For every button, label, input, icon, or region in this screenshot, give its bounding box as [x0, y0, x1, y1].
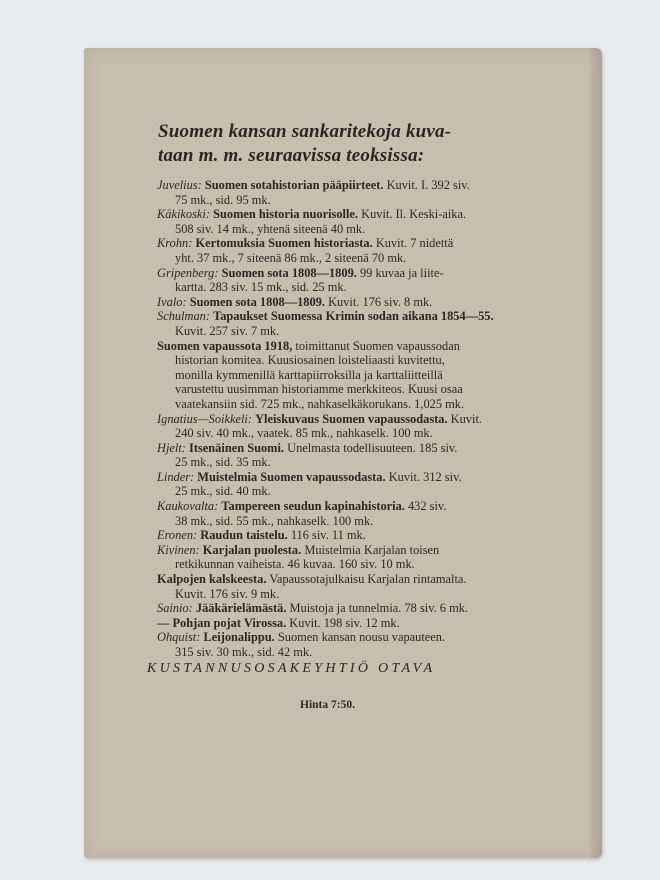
catalog-entry: [157, 309, 535, 338]
entry-continuation-line: vaatekansiin sid. 725 mk., nahkaselkäkorukans. 1,025 mk.: [175, 396, 465, 411]
book-catalog-list: [157, 178, 535, 660]
entry-continuation-line: 508 siv. 14 mk., yhtenä siteenä 40 mk.: [175, 221, 366, 236]
entry-title: Jääkärielämästä.: [195, 601, 287, 616]
heading-line-2: taan m. m. seuraavissa teoksissa:: [158, 145, 425, 166]
entry-first-line: [157, 630, 535, 645]
entry-continuation-line: 315 siv. 30 mk., sid. 42 mk.: [175, 645, 313, 659]
entry-author: Käkikoski:: [157, 207, 210, 222]
entry-author: Kivinen:: [157, 542, 200, 557]
entry-continuation-line: retkikunnan vaiheista. 46 kuvaa. 160 siv. 10 mk.: [175, 557, 415, 572]
catalog-entry: [157, 412, 535, 441]
catalog-entry: [157, 616, 535, 631]
entry-details: 116 siv. 11 mk.: [287, 528, 366, 543]
entry-continuation-line: 38 mk., sid. 55 mk., nahkaselk. 100 mk.: [175, 513, 374, 528]
entry-author: Krohn:: [157, 236, 193, 251]
entry-title: Karjalan puolesta.: [202, 542, 302, 557]
entry-first-line: [157, 295, 535, 310]
entry-continuation-line: 240 siv. 40 mk., vaatek. 85 mk., nahkaselk. 100 mk.: [175, 426, 433, 441]
entry-first-line: [157, 601, 535, 616]
entry-author: Ohquist:: [157, 630, 201, 645]
entry-first-line: [157, 412, 535, 427]
entry-title: Suomen sotahistorian pääpiirteet.: [204, 178, 384, 192]
entry-title: Suomen historia nuorisolle.: [213, 207, 359, 222]
entry-title: — Pohjan pojat Virossa.: [157, 615, 287, 630]
entry-details: Unelmasta todellisuuteen. 185 siv.: [284, 440, 458, 455]
catalog-entry: [157, 295, 535, 310]
catalog-entry: [157, 528, 535, 543]
entry-author: Ignatius—Soikkeli:: [157, 411, 252, 426]
entry-details: Vapaussotajulkaisu Karjalan rintamalta.: [266, 572, 467, 587]
catalog-entry: [157, 339, 535, 412]
entry-title: Suomen sota 1808—1809.: [189, 294, 325, 309]
entry-title: Leijonalippu.: [203, 630, 275, 645]
heading-line-1: Suomen kansan sankaritekoja kuva-: [158, 121, 452, 142]
entry-title: Tapaukset Suomessa Krimin sodan aikana 1854—55.: [213, 309, 494, 324]
entry-first-line: [157, 178, 535, 193]
entry-first-line: [157, 266, 535, 281]
entry-title: Suomen sota 1808—1809.: [221, 265, 357, 280]
entry-author: Sainio:: [157, 601, 193, 616]
catalog-entry: [157, 441, 535, 470]
entry-details: Kuvit. I. 392 siv.: [383, 178, 470, 192]
entry-details: 432 siv.: [404, 499, 447, 514]
catalog-entry: [157, 630, 535, 659]
entry-continuation-line: historian komitea. Kuusiosainen loisteliaasti kuvitettu,: [175, 353, 445, 368]
entry-first-line: [157, 309, 535, 324]
entry-author: Linder:: [157, 469, 195, 484]
entry-continuation-line: monilla kymmenillä karttapiirroksilla ja karttaliitteillä: [175, 367, 443, 382]
entry-continuation-line: yht. 37 mk., 7 siteenä 86 mk., 2 siteenä 70 mk.: [175, 250, 407, 265]
catalog-entry: [157, 572, 535, 601]
price-label: Hinta 7:50.: [300, 699, 355, 711]
entry-details: Kuvit. 176 siv. 8 mk.: [324, 294, 433, 309]
entry-first-line: [157, 572, 535, 587]
entry-continuation-line: 25 mk., sid. 35 mk.: [175, 455, 271, 470]
entry-continuation-line: Kuvit. 257 siv. 7 mk.: [175, 323, 280, 338]
entry-first-line: [157, 236, 535, 251]
entry-continuation-line: Kuvit. 176 siv. 9 mk.: [175, 586, 280, 601]
entry-details: Kuvit. 312 siv.: [385, 469, 462, 484]
cover-heading: [158, 120, 558, 168]
entry-author: Schulman:: [157, 309, 210, 324]
entry-title: Raudun taistelu.: [200, 528, 288, 543]
entry-title: Kertomuksia Suomen historiasta.: [195, 236, 373, 251]
catalog-entry: [157, 499, 535, 528]
entry-details: Kuvit. 7 nidettä: [372, 236, 454, 251]
entry-author: Hjelt:: [157, 440, 186, 455]
entry-title: Yleiskuvaus Suomen vapaussodasta.: [255, 411, 448, 426]
entry-details: Muistelmia Karjalan toisen: [301, 542, 440, 557]
catalog-entry: [157, 207, 535, 236]
entry-first-line: [157, 616, 535, 631]
publisher-name: KUSTANNUSOSAKEYHTIÖ OTAVA: [147, 661, 436, 676]
entry-first-line: [157, 339, 535, 354]
catalog-entry: [157, 266, 535, 295]
entry-first-line: [157, 528, 535, 543]
entry-continuation-line: 25 mk., sid. 40 mk.: [175, 484, 271, 499]
entry-continuation-line: varustettu uusimman historiamme merkkiteos. Kuusi osaa: [175, 382, 463, 397]
entry-first-line: [157, 441, 535, 456]
entry-details: toimittanut Suomen vapaussodan: [292, 338, 460, 353]
entry-author: Gripenberg:: [157, 265, 219, 280]
entry-continuation-line: 75 mk., sid. 95 mk.: [175, 192, 271, 207]
entry-details: Suomen kansan nousu vapauteen.: [274, 630, 446, 645]
cover-edge: [590, 48, 602, 858]
entry-first-line: [157, 543, 535, 558]
entry-author: Juvelius:: [157, 178, 202, 192]
entry-first-line: [157, 207, 535, 222]
entry-title: Itsenäinen Suomi.: [189, 440, 285, 455]
entry-author: Ivalo:: [157, 294, 187, 309]
catalog-entry: [157, 601, 535, 616]
entry-author: Eronen:: [157, 528, 198, 543]
entry-first-line: [157, 499, 535, 514]
catalog-entry: [157, 470, 535, 499]
entry-author: Kaukovalta:: [157, 499, 219, 514]
entry-first-line: [157, 470, 535, 485]
entry-continuation-line: kartta. 283 siv. 15 mk., sid. 25 mk.: [175, 280, 347, 295]
catalog-entry: [157, 236, 535, 265]
catalog-entry: [157, 543, 535, 572]
entry-details: Kuvit. 198 siv. 12 mk.: [286, 615, 400, 630]
entry-details: Muistoja ja tunnelmia. 78 siv. 6 mk.: [286, 601, 469, 616]
entry-details: Kuvit.: [447, 411, 482, 426]
entry-title: Kalpojen kalskeesta.: [157, 572, 267, 587]
entry-title: Suomen vapaussota 1918,: [157, 338, 293, 353]
catalog-entry: [157, 178, 535, 207]
entry-details: 99 kuvaa ja liite-: [356, 265, 444, 280]
entry-details: Kuvit. Il. Keski-aika.: [358, 207, 467, 222]
entry-title: Tampereen seudun kapinahistoria.: [221, 499, 405, 514]
entry-title: Muistelmia Suomen vapaussodasta.: [197, 469, 386, 484]
